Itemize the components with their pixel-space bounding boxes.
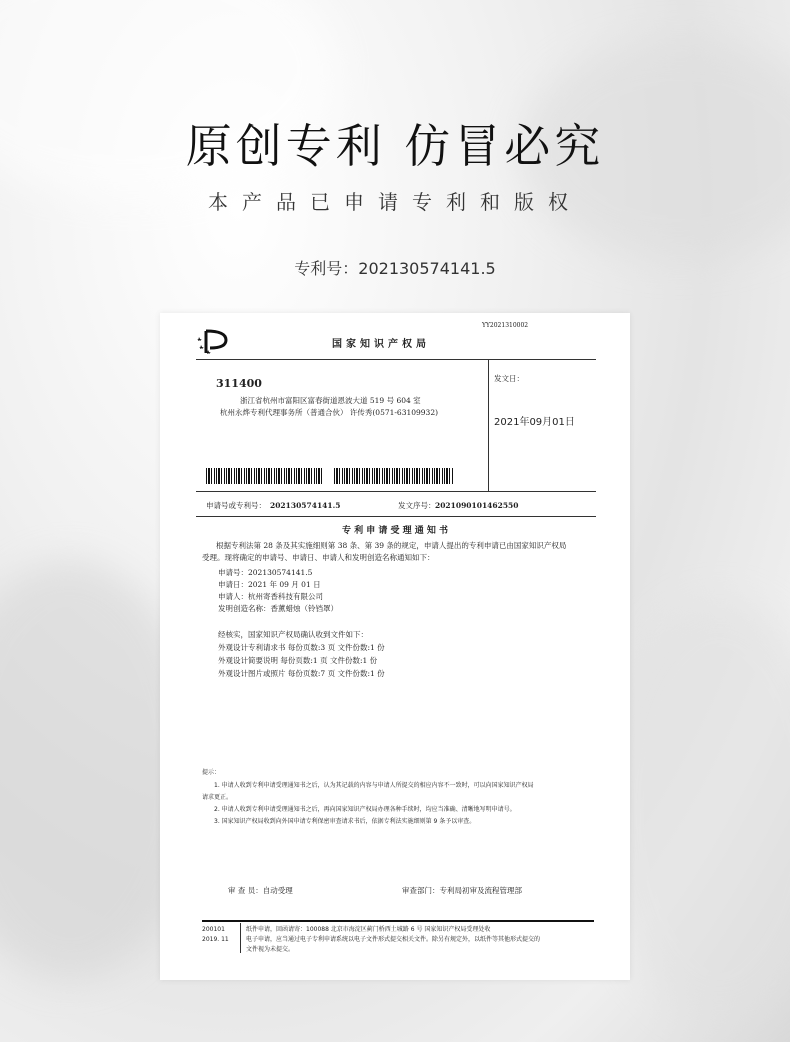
department: 审查部门：专利局初审及流程管理部 — [402, 886, 522, 895]
body-paragraph-2: 受理。现将确定的申请号、申请日、申请人和发明创造名称通知如下： — [202, 553, 435, 562]
footer-line-3: 文件视为未提交。 — [246, 946, 295, 953]
issue-date-value: 2021年09月01日 — [494, 417, 575, 428]
file-item: 外观设计专利请求书 每份页数:3 页 文件份数:1 份 — [218, 643, 385, 652]
patent-notice-document — [160, 313, 630, 980]
divider — [196, 359, 596, 360]
serial-value: 2021090101462550 — [435, 501, 519, 510]
note-item: 3. 国家知识产权局收到向外国申请专利保密审查请求书后，依据专利法实施细则第 9 条予以审查。 — [214, 818, 476, 825]
field-applicant: 申请人：杭州寄香科技有限公司 — [218, 592, 323, 601]
footer-line-1: 纸件申请，回函请寄：100088 北京市海淀区蓟门桥西土城路 6 号 国家知识产权局受理处收 — [246, 926, 491, 933]
issue-date-label: 发文日： — [494, 374, 524, 383]
reviewer: 审 查 员：自动受理 — [228, 886, 293, 895]
file-item: 外观设计简要说明 每份页数:1 页 文件份数:1 份 — [218, 656, 378, 665]
divider — [196, 491, 596, 492]
body-paragraph-1: 根据专利法第 28 条及其实施细则第 38 条、第 39 条的规定，申请人提出的专利申请已由国家知识产权局 — [216, 541, 567, 550]
barcode — [334, 468, 454, 484]
postcode: 311400 — [216, 377, 262, 390]
field-application-number: 申请号：202130574141.5 — [218, 568, 313, 577]
verify-intro: 经核实，国家知识产权局确认收到文件如下： — [218, 630, 368, 639]
application-number-value: 202130574141.5 — [270, 501, 341, 510]
form-code: YY2021310002 — [482, 322, 529, 329]
notice-title: 专 利 申 请 受 理 通 知 书 — [341, 526, 449, 536]
footer-code-2: 2019. 11 — [202, 936, 229, 943]
hero-title: 原创专利 仿冒必究 — [185, 119, 605, 173]
field-application-date: 申请日：2021 年 09 月 01 日 — [218, 580, 321, 589]
divider — [202, 920, 594, 922]
footer-code-1: 200101 — [202, 926, 225, 933]
address-line-1: 浙江省杭州市富阳区富春街道恩波大道 519 号 604 室 — [240, 396, 421, 405]
notes-title: 提示： — [202, 769, 221, 776]
address-line-2: 杭州永烨专利代理事务所（普通合伙） 许传秀(0571-63109932) — [220, 408, 439, 417]
field-invention-name: 发明创造名称：香薰蜡烛（铃铛罩） — [218, 604, 338, 613]
note-item: 1. 申请人收到专利申请受理通知书之后，认为其记载的内容与申请人所提交的相应内容不一致时，可以向国家知识产权局 — [214, 782, 534, 789]
divider — [240, 923, 241, 953]
barcode — [206, 468, 324, 484]
divider — [488, 359, 489, 491]
patent-number: 专利号：202130574141.5 — [294, 259, 496, 278]
office-name: 国家知识产权局 — [332, 339, 430, 350]
file-item: 外观设计图片或照片 每份页数:7 页 文件份数:1 份 — [218, 669, 385, 678]
serial-label: 发文序号： — [398, 501, 436, 510]
note-item: 请求更正。 — [202, 794, 233, 801]
note-item: 2. 申请人收到专利申请受理通知书之后，再向国家知识产权局办理各种手续时，均应当准确、清晰地写明申请号。 — [214, 806, 516, 813]
footer-line-2: 电子申请，应当通过电子专利申请系统以电子文件形式提交相关文件。除另有规定外，以纸件等其他形式提交的 — [246, 936, 541, 943]
application-number-label: 申请号或专利号： — [206, 501, 266, 510]
hero-subtitle: 本产品已申请专利和版权 — [208, 190, 582, 214]
cnipa-logo-icon — [196, 327, 230, 355]
divider — [196, 516, 596, 517]
